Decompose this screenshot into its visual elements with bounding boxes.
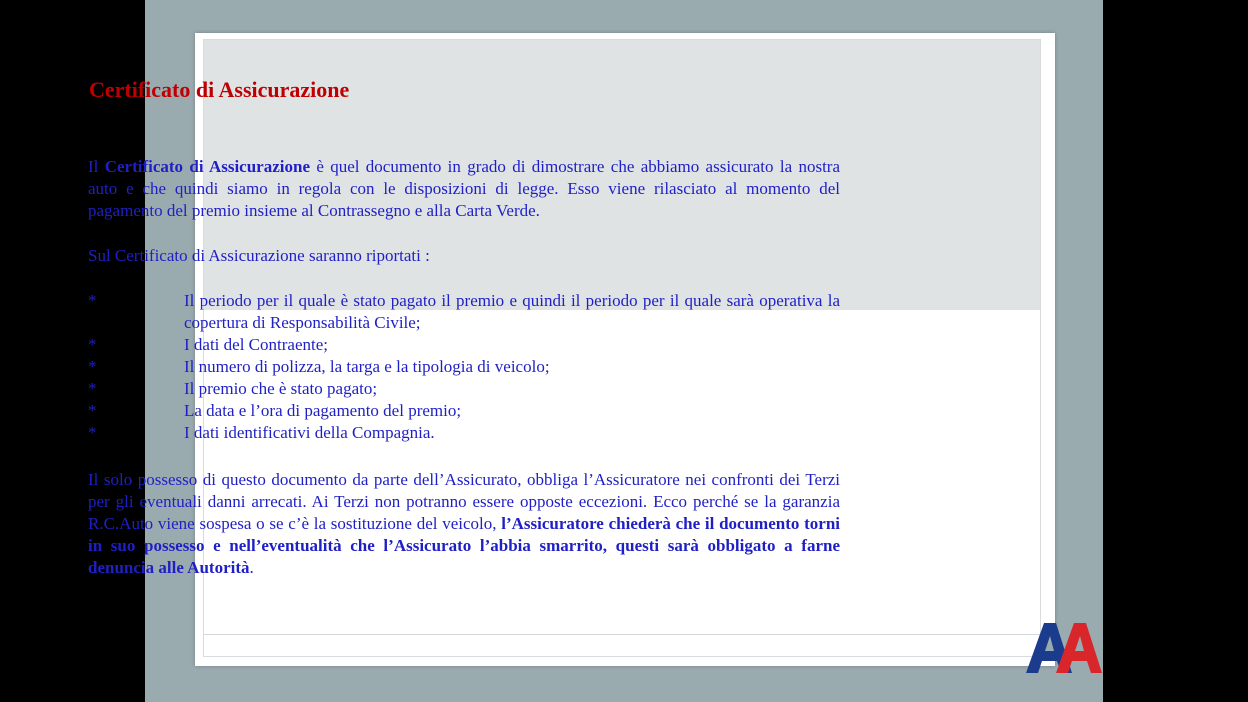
- list-item-text: Il numero di polizza, la targa e la tipologia di veicolo;: [184, 357, 550, 376]
- closing-pre: Il solo possesso di questo documento da parte dell’Assicurato, obbliga l’Assicuratore nei confronti dei Terzi per gli eventuali danni arrecati. Ai Terzi non potranno essere opposte eccezioni. Ecco perché se la garanzia R.C.Auto viene sospesa o se c’è la sostituzione del veicolo,: [88, 470, 840, 533]
- bullet-marker: *: [88, 423, 97, 442]
- bullet-marker: *: [88, 401, 97, 420]
- list-item: [88, 290, 840, 334]
- list-item: [88, 422, 840, 444]
- closing-bold-statement: l’Assicuratore chiederà che il documento torni in suo possesso e nell’eventualità che l’Assicurato l’abbia smarrito, questi sarà obbligato a farne denuncia alle Autorità: [88, 514, 840, 577]
- aa-logo: [1026, 620, 1104, 676]
- bullet-marker: *: [88, 335, 97, 354]
- intro-bold-term: Certificato di Assicurazione: [104, 157, 310, 176]
- closing-post: .: [249, 558, 254, 577]
- list-item: [88, 356, 840, 378]
- closing-paragraph: [88, 469, 840, 579]
- slide-footer-divider: [203, 634, 1041, 635]
- list-item-text: Il periodo per il quale è stato pagato il premio e quindi il periodo per il quale sarà operativa la copertura di Responsabilità Civile;: [184, 291, 840, 332]
- list-item-text: La data e l’ora di pagamento del premio;: [184, 401, 462, 420]
- list-item-text: I dati identificativi della Compagnia.: [184, 423, 435, 442]
- intro-pre: Il: [88, 157, 105, 176]
- list-item-text: I dati del Contraente;: [184, 335, 328, 354]
- bullet-marker: *: [88, 291, 97, 310]
- bullet-marker: *: [88, 357, 97, 376]
- list-item: [88, 378, 840, 400]
- list-item: [88, 400, 840, 422]
- intro-post: è quel documento in grado di dimostrare che abbiamo assicurato la nostra auto e che quindi siamo in regola con le disposizioni di legge. Esso viene rilasciato al momento del pagamento del premio insieme al Contrassegno e alla Carta Verde.: [88, 157, 840, 220]
- list-item-text: Il premio che è stato pagato;: [184, 379, 378, 398]
- intro-paragraph: [88, 156, 840, 222]
- bullet-list: [88, 290, 840, 444]
- slide-title: Certificato di Assicurazione: [89, 77, 350, 102]
- bullet-marker: *: [88, 379, 97, 398]
- list-intro-paragraph: Sul Certificato di Assicurazione saranno riportati :: [88, 246, 430, 265]
- list-item: [88, 334, 840, 356]
